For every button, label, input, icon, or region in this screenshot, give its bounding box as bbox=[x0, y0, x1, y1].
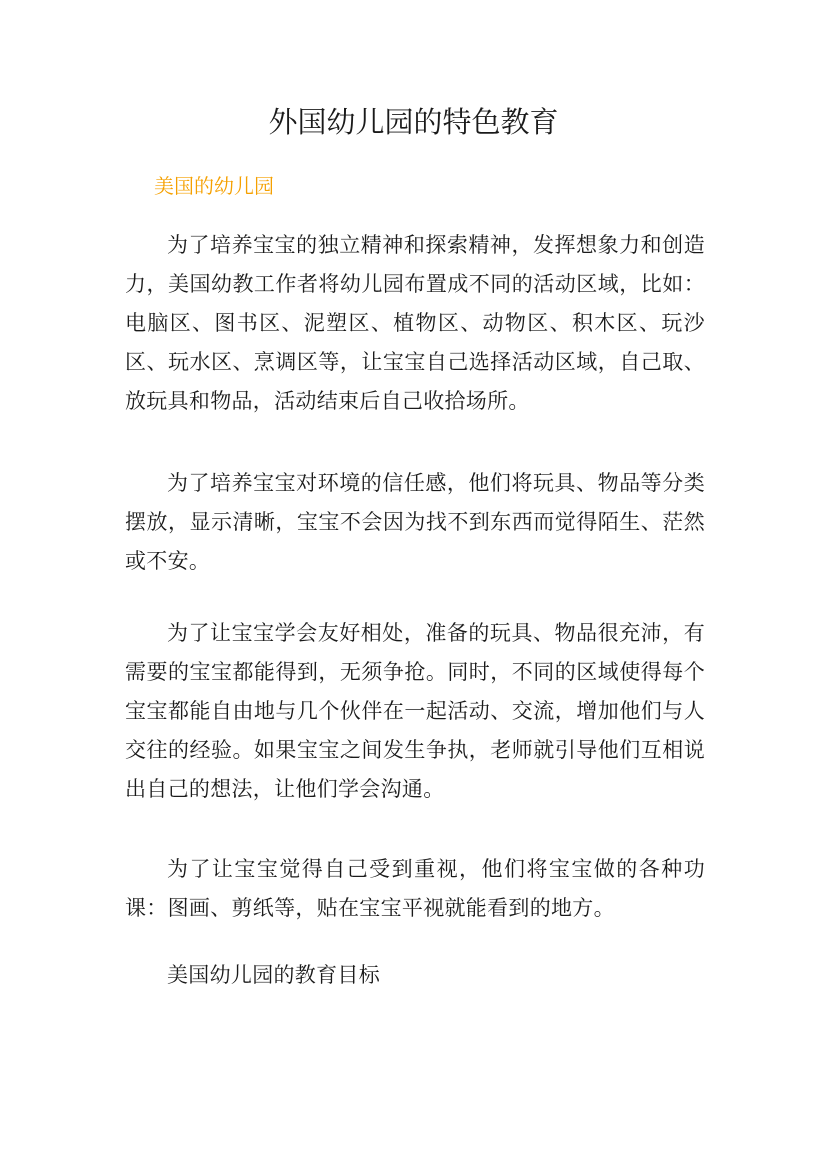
paragraph-5: 美国幼儿园的教育目标 bbox=[167, 963, 380, 987]
paragraph-1: 为了培养宝宝的独立精神和探索精神，发挥想象力和创造力，美国幼教工作者将幼儿园布置成不同的活动区域，比如：电脑区、图书区、泥塑区、植物区、动物区、积木区、玩沙区、玩水区、烹调区等，让宝宝自己选择活动区域，自己取、放玩具和物品，活动结束后自己收拾场所。 bbox=[125, 233, 705, 413]
document-title: 外国幼儿园的特色教育 bbox=[268, 105, 559, 139]
paragraph-4: 为了让宝宝觉得自己受到重视，他们将宝宝做的各种功课：图画、剪纸等，贴在宝宝平视就能看到的地方。 bbox=[125, 857, 705, 920]
paragraph-3: 为了让宝宝学会友好相处，准备的玩具、物品很充沛，有需要的宝宝都能得到，无须争抢。同时，不同的区域使得每个宝宝都能自由地与几个伙伴在一起活动、交流，增加他们与人交往的经验。如果宝宝之间发生争执，老师就引导他们互相说出自己的想法，让他们学会沟通。 bbox=[125, 621, 705, 801]
paragraph-2: 为了培养宝宝对环境的信任感，他们将玩具、物品等分类摆放，显示清晰，宝宝不会因为找不到东西而觉得陌生、茫然或不安。 bbox=[125, 471, 705, 573]
section-heading: 美国的幼儿园 bbox=[154, 174, 274, 198]
